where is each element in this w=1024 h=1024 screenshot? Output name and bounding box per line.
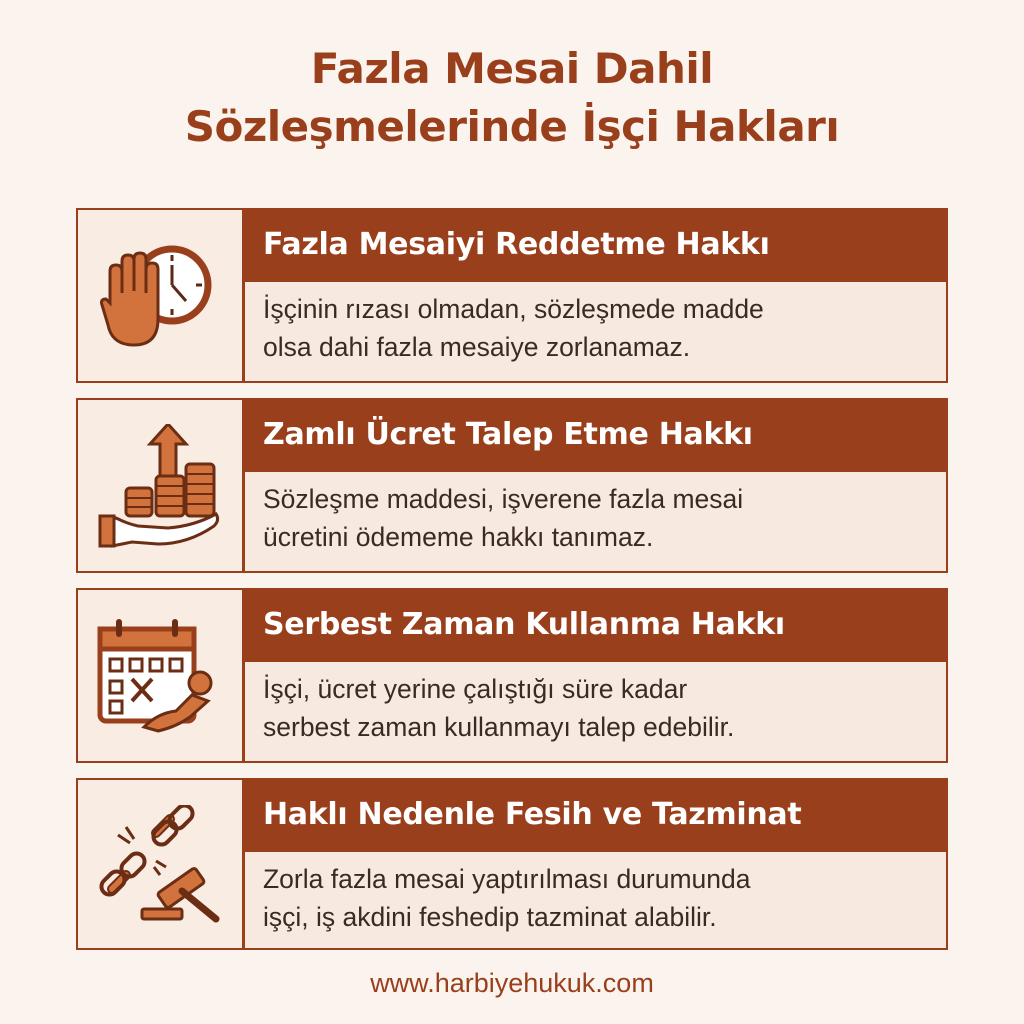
card-heading: Zamlı Ücret Talep Etme Hakkı	[245, 400, 946, 470]
right-card-premium-pay	[76, 398, 948, 573]
card-description: Zorla fazla mesai yaptırılması durumunda işçi, iş akdini feshedip tazminat alabilir.	[245, 850, 946, 948]
broken-chain-gavel-icon	[96, 805, 224, 923]
right-card-termination	[76, 778, 948, 950]
card-description: İşçinin rızası olmadan, sözleşmede madde olsa dahi fazla mesaiye zorlanamaz.	[245, 280, 946, 381]
card-heading: Haklı Nedenle Fesih ve Tazminat	[245, 780, 946, 850]
card-description: İşçi, ücret yerine çalıştığı süre kadar serbest zaman kullanmayı talep edebilir.	[245, 660, 946, 761]
title-line-2: Sözleşmelerinde İşçi Hakları	[184, 102, 840, 151]
card-description: Sözleşme maddesi, işverene fazla mesai ücretini ödememe hakkı tanımaz.	[245, 470, 946, 571]
right-card-refuse-overtime	[76, 208, 948, 383]
page-title	[0, 40, 1024, 156]
title-line-1: Fazla Mesai Dahil	[310, 44, 714, 93]
card-heading: Serbest Zaman Kullanma Hakkı	[245, 590, 946, 660]
calendar-relax-icon	[96, 617, 224, 735]
coins-hand-arrow-icon	[98, 424, 222, 548]
right-card-free-time	[76, 588, 948, 763]
card-heading: Fazla Mesaiyi Reddetme Hakkı	[245, 210, 946, 280]
hand-clock-icon	[98, 241, 222, 351]
footer-website[interactable]: www.harbiyehukuk.com	[370, 968, 654, 998]
